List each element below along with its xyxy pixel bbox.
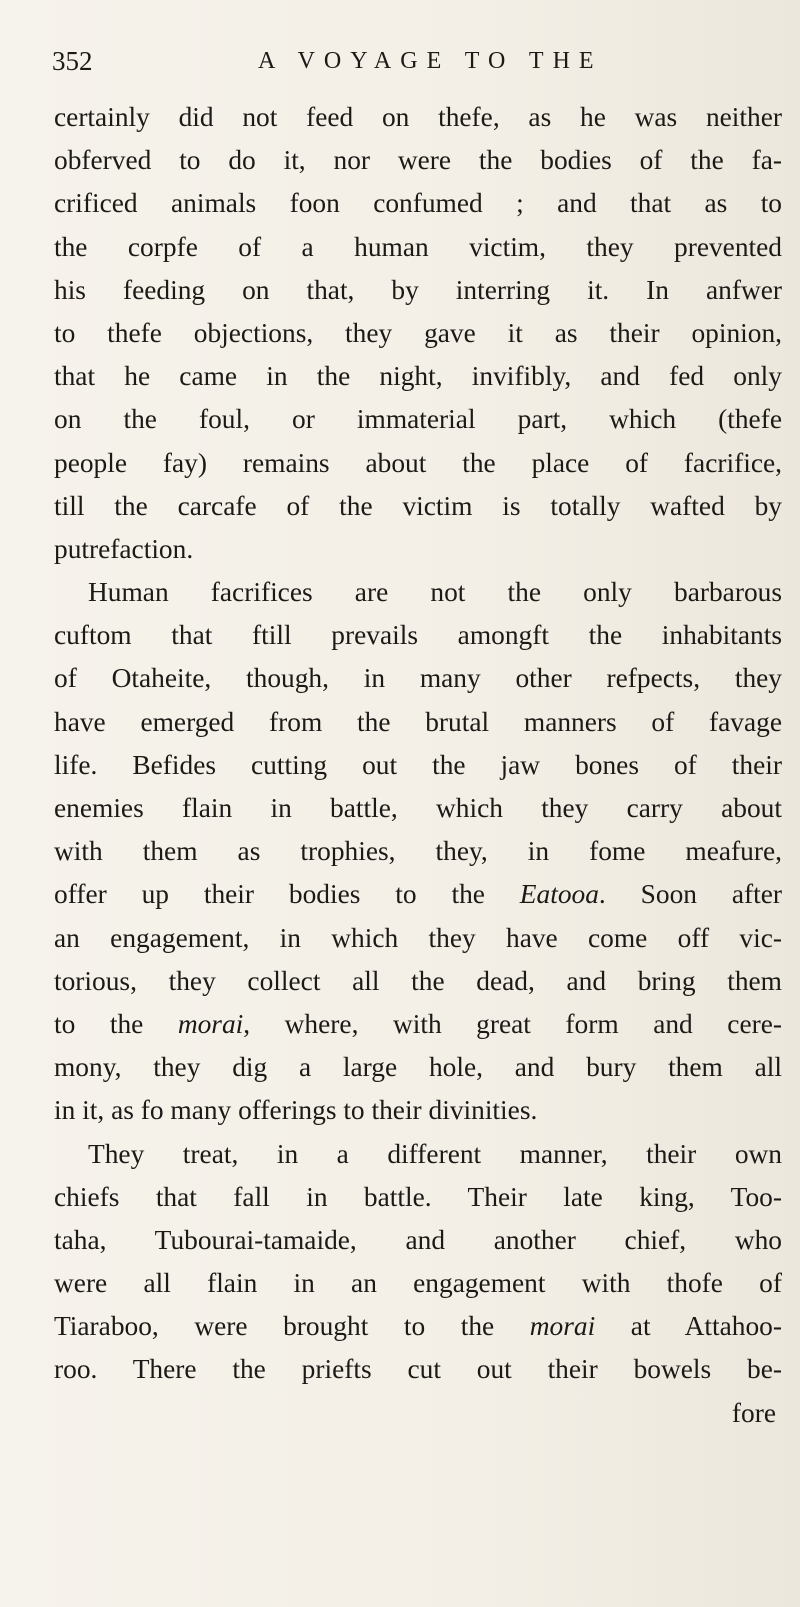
italic-term: morai	[529, 1311, 596, 1342]
text-line: roo. There the priefts cut out their bowels be-	[54, 1354, 782, 1385]
text-line: an engagement, in which they have come off vic-	[54, 922, 782, 953]
text-line: in it, as fo many offerings to their divinities.	[54, 1095, 538, 1126]
page-number: 352	[52, 46, 93, 76]
text-line: his feeding on that, by interring it. In anfwer	[54, 274, 782, 305]
text-line: cuftom that ftill prevails amongft the inhabitants	[54, 620, 782, 651]
text-line: have emerged from the brutal manners of favage	[54, 706, 782, 737]
body-text	[54, 96, 782, 1435]
running-head: A VOYAGE TO THE	[258, 48, 603, 74]
text-fragment: to the	[54, 1008, 178, 1039]
paragraph-start-line: They treat, in a different manner, their own	[88, 1138, 782, 1169]
text-line: crificed animals foon confumed ; and that as to	[54, 188, 782, 219]
text-fragment: , where, with great form and cere-	[243, 1008, 782, 1039]
text-line: certainly did not feed on thefe, as he was neither	[54, 102, 782, 132]
text-line	[54, 1003, 782, 1046]
italic-term: morai	[177, 1008, 244, 1039]
page-header	[52, 46, 772, 86]
text-line: with them as trophies, they, in fome meafure,	[54, 836, 782, 867]
text-line	[54, 1305, 782, 1348]
text-line: life. Befides cutting out the jaw bones of their	[54, 749, 782, 780]
text-fragment: Tiaraboo, were brought to the	[54, 1311, 530, 1342]
text-line: obferved to do it, nor were the bodies of the fa-	[54, 145, 782, 176]
text-line: till the carcafe of the victim is totally wafted by	[54, 490, 782, 521]
text-line: to thefe objections, they gave it as their opinion,	[54, 317, 782, 348]
text-line: mony, they dig a large hole, and bury them all	[54, 1052, 782, 1083]
text-line: of Otaheite, though, in many other refpects, they	[54, 663, 782, 694]
text-line: taha, Tubourai-tamaide, and another chief, who	[54, 1224, 782, 1255]
text-line: chiefs that fall in battle. Their late king, Too-	[54, 1181, 782, 1212]
text-line: that he came in the night, invifibly, and fed only	[54, 361, 782, 392]
text-line: people fay) remains about the place of facrifice,	[54, 447, 782, 478]
text-line: on the foul, or immaterial part, which (thefe	[54, 404, 782, 435]
text-line: torious, they collect all the dead, and bring them	[54, 965, 782, 996]
text-line: were all flain in an engagement with thofe of	[54, 1268, 782, 1299]
italic-term: Eatooa	[519, 879, 599, 910]
text-fragment: at Attahoo-	[595, 1311, 782, 1342]
text-line: enemies flain in battle, which they carry about	[54, 793, 782, 823]
text-fragment: . Soon after	[598, 879, 782, 910]
paragraph-start-line: Human facrifices are not the only barbarous	[88, 577, 782, 608]
text-fragment: offer up their bodies to the	[54, 879, 520, 910]
text-line: the corpfe of a human victim, they prevented	[54, 231, 782, 262]
catchword: fore	[731, 1397, 776, 1428]
text-line	[54, 873, 782, 916]
text-line: putrefaction.	[54, 533, 194, 564]
